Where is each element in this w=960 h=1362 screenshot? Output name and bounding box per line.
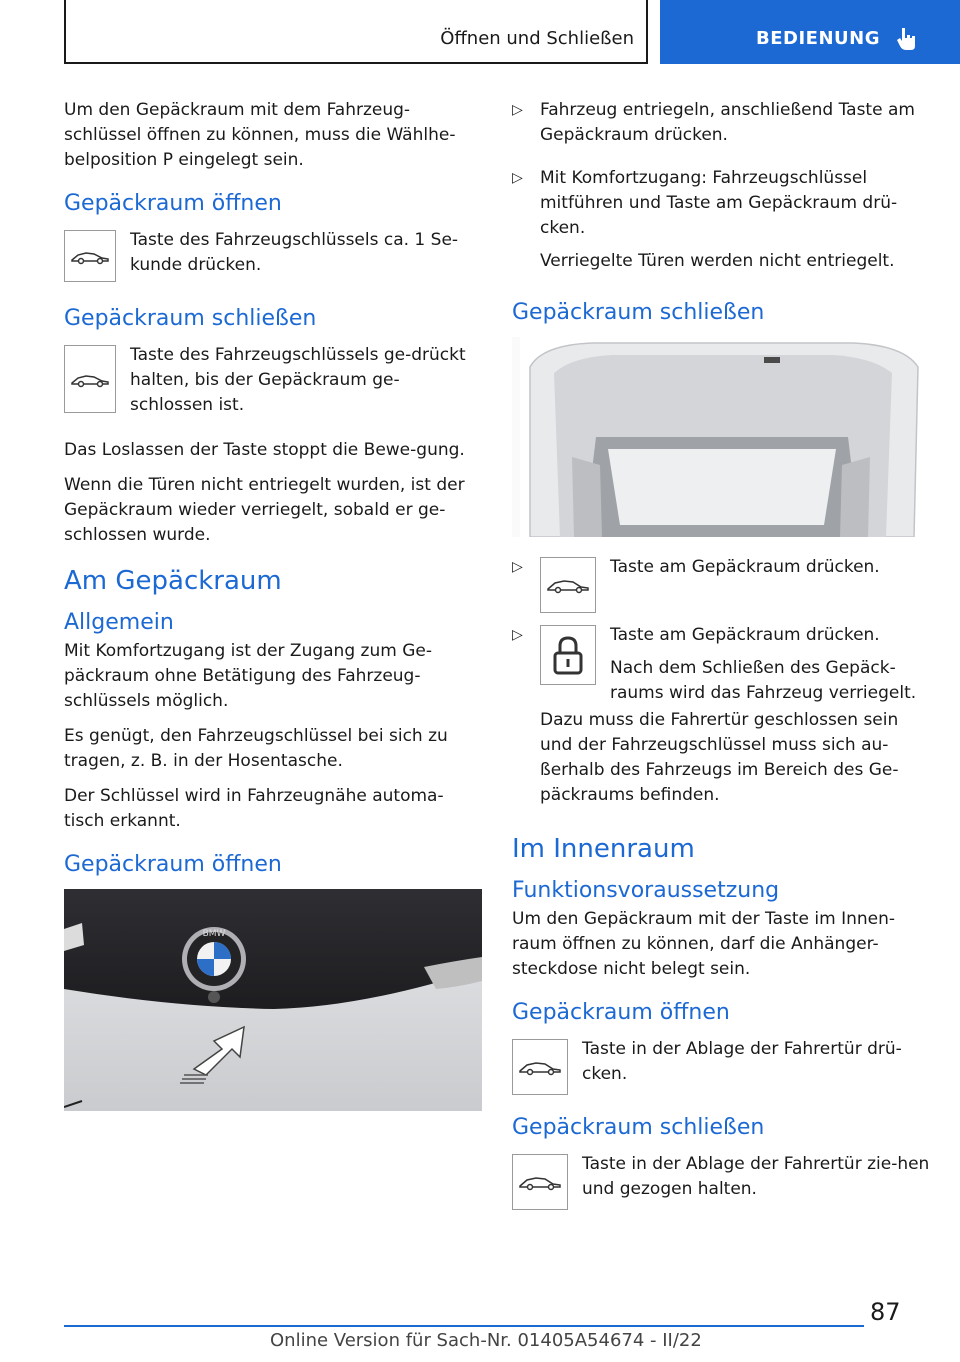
header-tab[interactable]	[660, 0, 960, 64]
close-instruction	[64, 343, 482, 428]
header-tab-label: BEDIENUNG	[756, 28, 880, 49]
footer-online-version[interactable]: Online Version für Sach-Nr. 01405A54674 - II/22	[270, 1330, 702, 1351]
prereq-heading: Funktionsvoraussetzung	[512, 878, 780, 903]
open-heading-right: Gepäckraum öffnen	[512, 1000, 730, 1025]
header-title: Öffnen und Schließen	[440, 28, 634, 49]
relock-paragraph: Wenn die Türen nicht entriegelt wurden, ist der Gepäckraum wieder verriegelt, sobald er ge-schlossen wurde.	[64, 475, 465, 545]
left-column	[64, 98, 482, 1111]
bullet-marker: ▷	[512, 559, 523, 575]
bullet-text: Fahrzeug entriegeln, anschließend Taste am Gepäckraum drücken.	[540, 100, 915, 145]
general-heading: Allgemein	[64, 610, 174, 635]
car-key-icon	[64, 230, 116, 282]
release-paragraph: Das Loslassen der Taste stoppt die Bewe-gung.	[64, 440, 465, 460]
pointing-hand-icon	[896, 26, 918, 52]
list-item	[512, 98, 930, 156]
trunk-button-photo	[64, 889, 482, 1111]
bullet-marker: ▷	[512, 627, 523, 643]
bullet-note: Verriegelte Türen werden nicht entriegelt.	[540, 251, 895, 271]
footer-divider	[64, 1325, 864, 1327]
interior-open-text: Taste in der Ablage der Fahrertür drü-cken.	[582, 1039, 902, 1084]
bullet-marker: ▷	[512, 170, 523, 186]
interior-heading: Im Innenraum	[512, 834, 695, 864]
interior-close-text: Taste in der Ablage der Fahrertür zie-hen und gezogen halten.	[582, 1154, 930, 1199]
right-column	[512, 98, 930, 1222]
bullet-text: Mit Komfortzugang: Fahrzeugschlüssel mitführen und Taste am Gepäckraum drü-cken.	[540, 168, 898, 238]
interior-open-instruction	[512, 1037, 930, 1097]
bullet-note: Dazu muss die Fahrertür geschlossen sein und der Fahrzeugschlüssel muss sich au-ßerhalb des Fahrzeugs im Bereich des Ge-päckraums befinden.	[540, 710, 899, 805]
prereq-paragraph: Um den Gepäckraum mit der Taste im Innen-raum öffnen zu können, darf die Anhänger-steckdose nicht belegt sein.	[512, 909, 895, 979]
close-heading-right: Gepäckraum schließen	[512, 300, 765, 325]
car-key-icon	[64, 345, 116, 413]
bullet-marker: ▷	[512, 102, 523, 118]
car-key-icon	[512, 1039, 568, 1095]
interior-close-instruction	[512, 1152, 930, 1212]
close-text: Taste des Fahrzeugschlüssels ge-drückt halten, bis der Gepäckraum ge-schlossen ist.	[130, 345, 466, 415]
car-key-icon	[512, 1154, 568, 1210]
open-trunk-photo	[512, 337, 930, 537]
general-paragraph-1: Mit Komfortzugang ist der Zugang zum Ge-päckraum ohne Betätigung des Fahrzeug-schlüssels möglich.	[64, 641, 432, 711]
open-text: Taste des Fahrzeugschlüssels ca. 1 Se-kunde drücken.	[130, 230, 459, 275]
lock-icon	[540, 625, 596, 685]
photo-logo-text: BMW	[202, 929, 226, 939]
car-key-icon	[540, 557, 596, 613]
intro-paragraph: Um den Gepäckraum mit dem Fahrzeug-schlüssel öffnen zu können, muss die Wählhe-belposition P eingelegt sein.	[64, 100, 456, 170]
list-item	[512, 166, 930, 282]
open-instruction	[64, 228, 482, 288]
close-heading: Gepäckraum schließen	[64, 306, 317, 331]
bullet-text: Taste am Gepäckraum drücken.	[610, 625, 880, 645]
open-heading: Gepäckraum öffnen	[64, 191, 282, 216]
general-paragraph-3: Der Schlüssel wird in Fahrzeugnähe automa-tisch erkannt.	[64, 786, 444, 831]
general-paragraph-2: Es genügt, den Fahrzeugschlüssel bei sich zu tragen, z. B. in der Hosentasche.	[64, 726, 448, 771]
close2-heading: Gepäckraum schließen	[512, 1115, 765, 1140]
bullet-note: Nach dem Schließen des Gepäck-raums wird das Fahrzeug verriegelt.	[610, 658, 917, 703]
bullet-text: Taste am Gepäckraum drücken.	[610, 557, 880, 577]
section-heading: Am Gepäckraum	[64, 566, 282, 596]
list-item	[512, 555, 930, 613]
list-item	[512, 623, 930, 816]
header-title-box	[64, 0, 648, 64]
open2-heading: Gepäckraum öffnen	[64, 852, 282, 877]
page-number: 87	[870, 1298, 901, 1326]
